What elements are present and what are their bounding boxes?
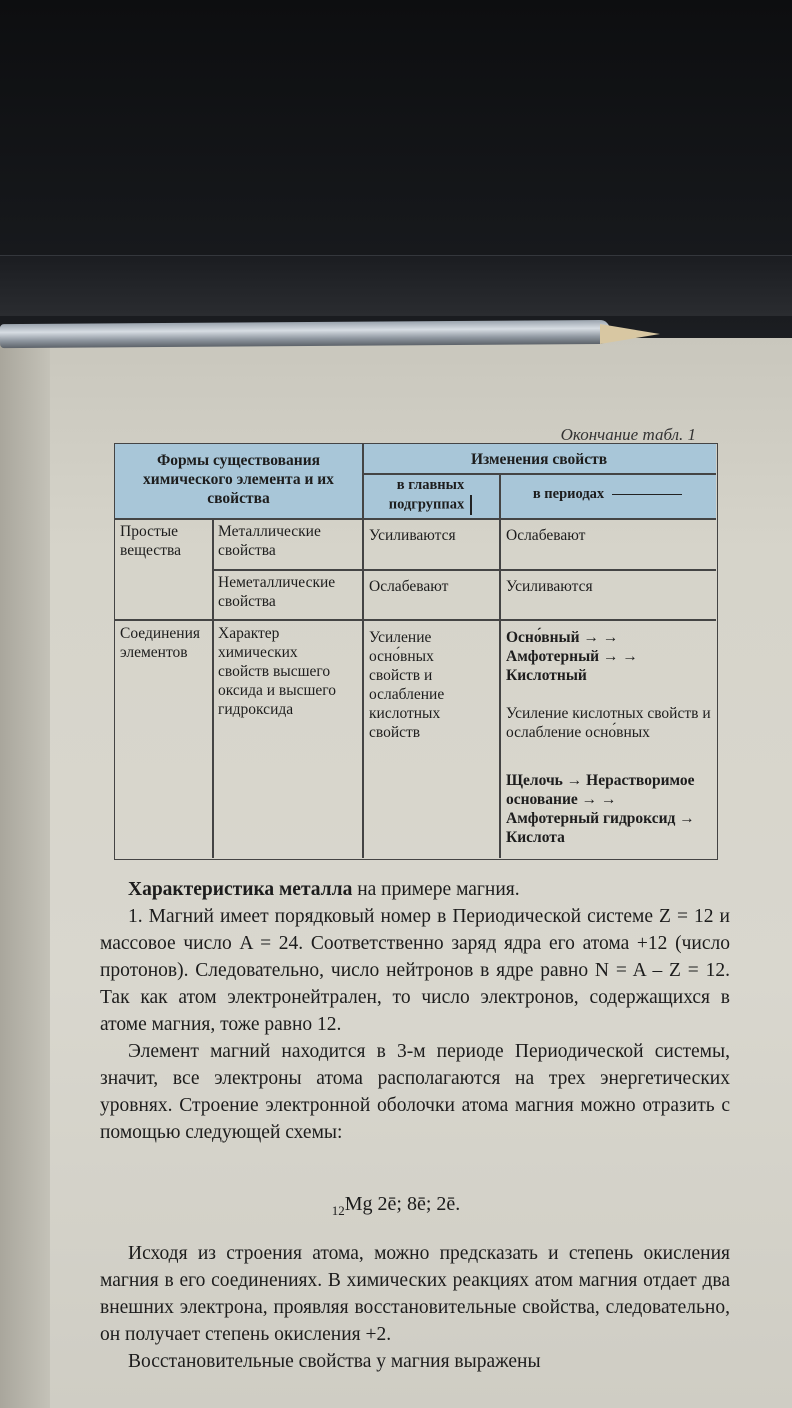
metallic-groups: Усиливаются <box>369 527 456 544</box>
arrow-right-icon <box>612 494 682 496</box>
nonmetallic-groups: Ослабевают <box>369 578 449 595</box>
hydroxide-sequence: Щелочь → Нерастворимое основание → → Амфотерный гидроксид → Кислота <box>506 772 695 846</box>
header-periods <box>499 474 716 518</box>
header-groups-label: в главных подгруппах <box>388 477 465 513</box>
paragraph-4: Восстановительные свойства у магния выражены <box>128 1351 541 1372</box>
arrow-down-icon <box>470 495 472 515</box>
oxide-sequence: Осно́вный → → Амфотерный → → Кислотный <box>506 629 638 684</box>
pen <box>0 320 610 348</box>
formula-atomic-number: 12 <box>331 1203 345 1218</box>
table-caption: Окончание табл. 1 <box>560 425 696 444</box>
header-groups <box>362 474 499 518</box>
header-forms: Формы существования химического элемента и их свойства <box>115 444 362 518</box>
body-text-2 <box>100 1240 730 1375</box>
compounds-periods-trend: Усиление кислотных свойств и ослабление осно́вных <box>506 705 711 741</box>
pen-tip <box>600 324 660 344</box>
heading-bold: Характеристика металла <box>128 879 353 900</box>
properties-table <box>114 443 718 860</box>
section-heading <box>100 876 730 903</box>
compounds-groups: Усиление осно́вных свойств и ослабление кислотных свойств <box>369 629 445 741</box>
nonmetallic-periods: Усиливаются <box>506 578 593 595</box>
body-text <box>100 876 730 1146</box>
laptop-edge <box>0 255 792 316</box>
page-fold <box>0 338 50 1408</box>
heading-rest: на примере магния. <box>352 879 520 900</box>
metallic-properties: Металлические свойства <box>218 523 321 559</box>
row-compounds: Соединения элементов <box>120 625 201 661</box>
formula-main: Mg 2ē; 8ē; 2ē. <box>344 1193 461 1215</box>
header-periods-label: в периодах <box>532 486 605 502</box>
paragraph-3: Исходя из строения атома, можно предсказать и степень окисления магния в его соединениях. В химических реакциях атом магния отдает два внешних электрона, проявляя восстановительные свойства, следовательно, он получает степень окисления +2. <box>100 1243 730 1345</box>
electron-formula <box>0 1193 792 1219</box>
paragraph-2: Элемент магний находится в 3-м периоде Периодической системы, значит, все электроны атома располагаются на трех энергетических уровнях. Строение электронной оболочки атома магния можно отразить с помощью следующей схемы: <box>100 1041 730 1143</box>
header-changes: Изменения свойств <box>362 444 716 474</box>
paragraph-1: 1. Магний имеет порядковый номер в Периодической системе Z = 12 и массовое число A = 24. Соответственно заряд ядра его атома +12 (число протонов). Следовательно, число нейтронов в ядре равно N = A – Z = 12. Так как атом электронейтрален, то число электронов, содержащихся в атоме магния, тоже равно 12. <box>100 906 730 1035</box>
metallic-periods: Ослабевают <box>506 527 586 544</box>
oxide-hydroxide-character: Характер химических свойств высшего оксида и высшего гидроксида <box>218 625 337 718</box>
row-simple-substances: Простые вещества <box>120 523 181 559</box>
nonmetallic-properties: Неметаллические свойства <box>218 574 336 610</box>
